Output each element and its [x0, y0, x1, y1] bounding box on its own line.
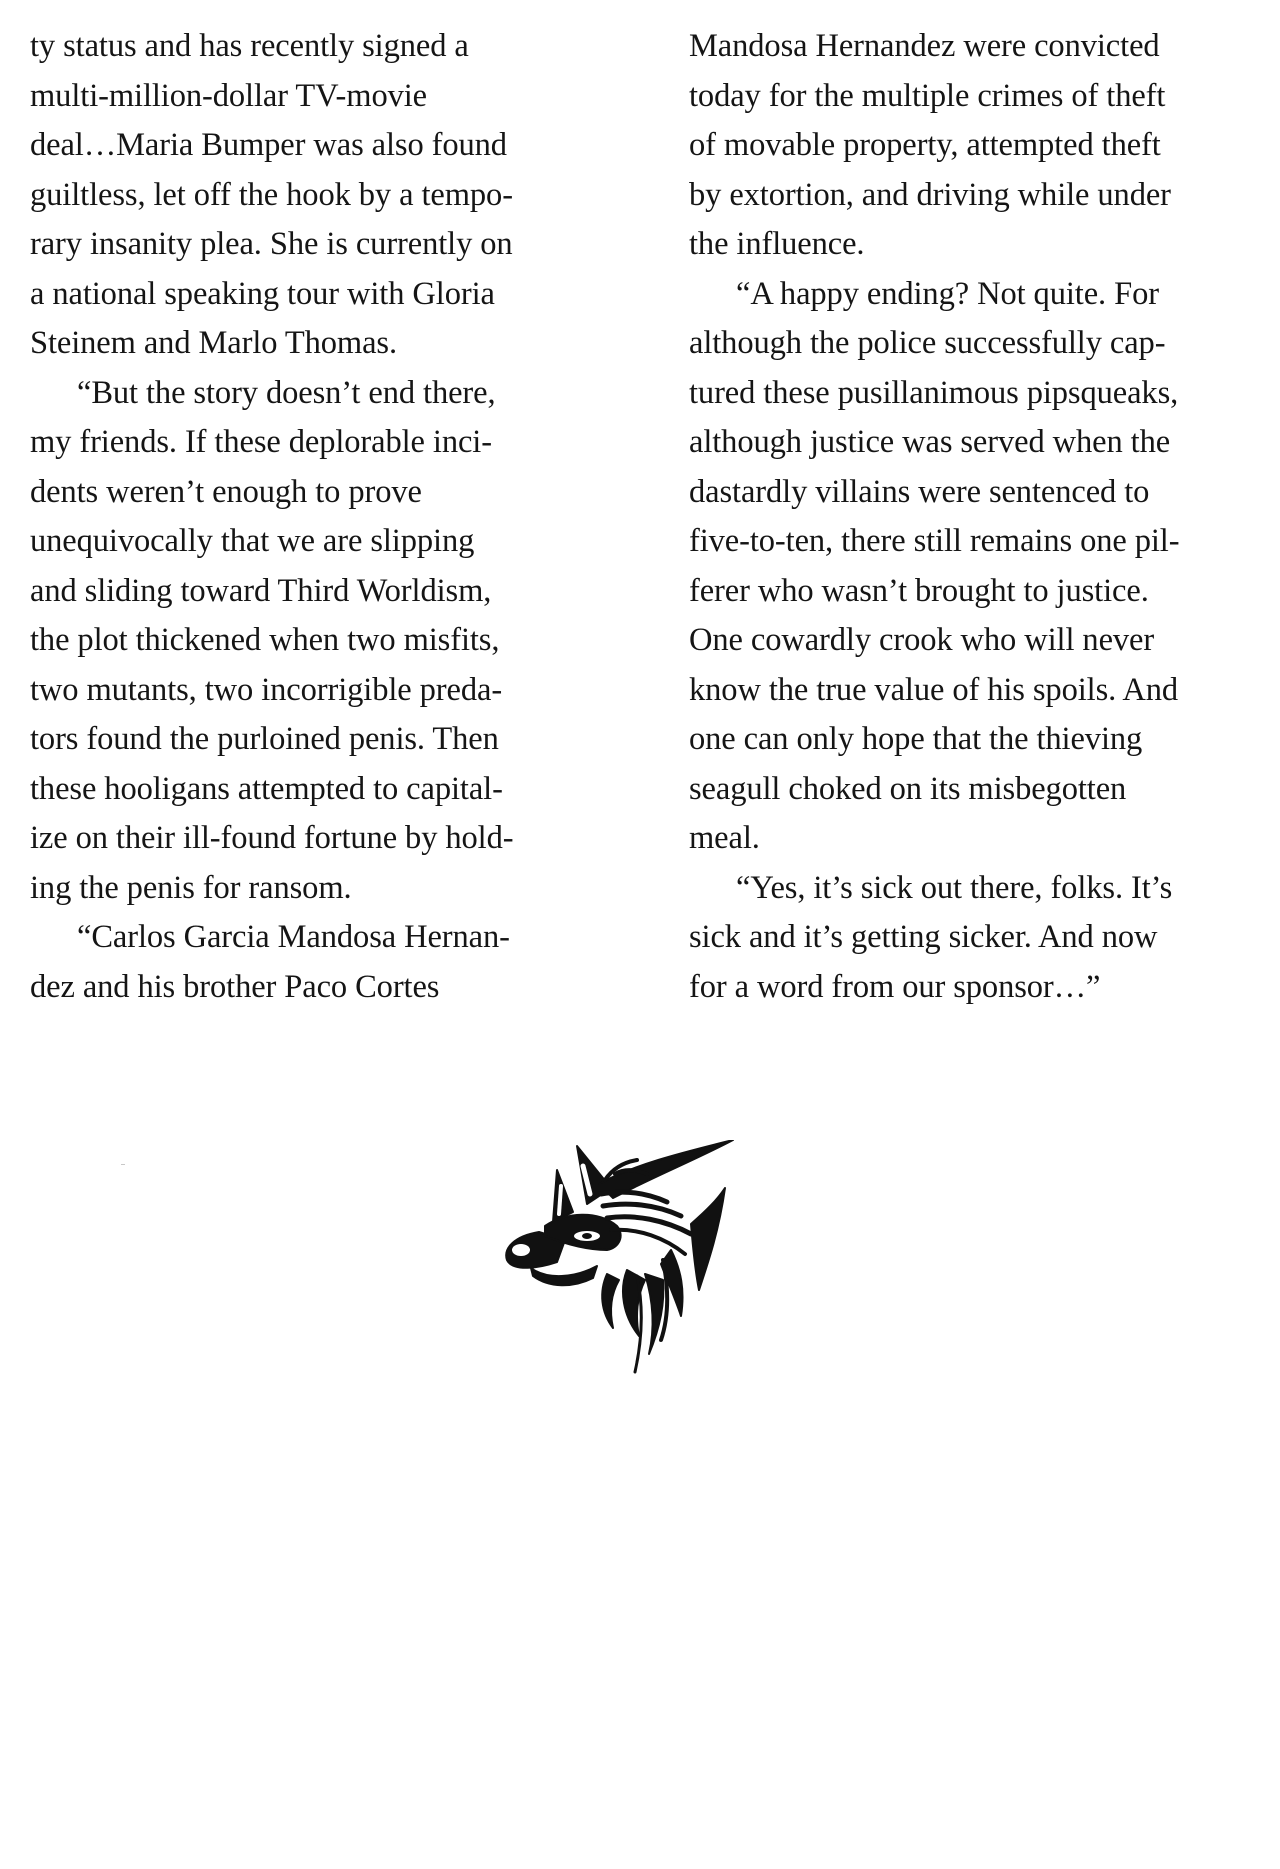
text-line: two mutants, two incorrigible preda- — [30, 671, 503, 708]
paragraph-start-line: “But the story doesn’t end there, — [77, 374, 496, 411]
text-line: although the police successfully cap- — [689, 325, 1166, 361]
text-line: ty status and has recently signed a — [30, 28, 469, 64]
text-line: dastardly villains were sentenced to — [689, 473, 1150, 510]
text-line: sick and it’s getting sicker. And now — [689, 919, 1158, 955]
text-line: ferer who wasn’t brought to justice. — [689, 572, 1149, 609]
text-line: know the true value of his spoils. And — [689, 671, 1179, 708]
text-line: of movable property, attempted theft — [689, 127, 1161, 163]
coyote-head-icon — [495, 1140, 785, 1390]
paragraph-start-line: “Yes, it’s sick out there, folks. It’s — [736, 869, 1173, 906]
text-line: Mandosa Hernandez were convicted — [689, 28, 1160, 64]
left-text-column — [30, 22, 630, 1012]
text-line: One cowardly crook who will never — [689, 622, 1155, 658]
text-line: and sliding toward Third Worldism, — [30, 572, 492, 609]
text-line: Steinem and Marlo Thomas. — [30, 325, 397, 361]
text-line: meal. — [689, 820, 760, 856]
text-line: one can only hope that the thieving — [689, 721, 1143, 757]
text-line: unequivocally that we are slipping — [30, 523, 475, 559]
text-line: the influence. — [689, 226, 865, 262]
paragraph-start-line: “A happy ending? Not quite. For — [736, 275, 1159, 312]
right-text-column — [689, 22, 1279, 1012]
text-line: seagull choked on its misbegotten — [689, 770, 1127, 807]
text-line: today for the multiple crimes of theft — [689, 77, 1166, 114]
text-line: rary insanity plea. She is currently on — [30, 226, 513, 262]
paragraph-start-line: “Carlos Garcia Mandosa Hernan- — [77, 919, 510, 955]
text-line: the plot thickened when two misfits, — [30, 622, 500, 658]
text-line: ing the penis for ransom. — [30, 869, 352, 906]
text-line: my friends. If these deplorable inci- — [30, 424, 492, 460]
text-line: five-to-ten, there still remains one pil- — [689, 523, 1180, 559]
text-line: tured these pusillanimous pipsqueaks, — [689, 374, 1179, 411]
text-line: tors found the purloined penis. Then — [30, 721, 499, 757]
text-line: by extortion, and driving while under — [689, 176, 1171, 213]
text-line: these hooligans attempted to capital- — [30, 770, 503, 807]
text-line: dez and his brother Paco Cortes — [30, 968, 440, 1005]
scan-speck — [121, 1164, 125, 1165]
text-line: ize on their ill-found fortune by hold- — [30, 820, 514, 856]
text-line: for a word from our sponsor…” — [689, 968, 1101, 1005]
text-line: deal…Maria Bumper was also found — [30, 127, 507, 163]
text-line: although justice was served when the — [689, 424, 1171, 460]
text-line: guiltless, let off the hook by a tempo- — [30, 176, 513, 213]
text-line: a national speaking tour with Gloria — [30, 275, 495, 312]
text-line: multi-million-dollar TV-movie — [30, 77, 428, 114]
text-line: dents weren’t enough to prove — [30, 473, 422, 510]
